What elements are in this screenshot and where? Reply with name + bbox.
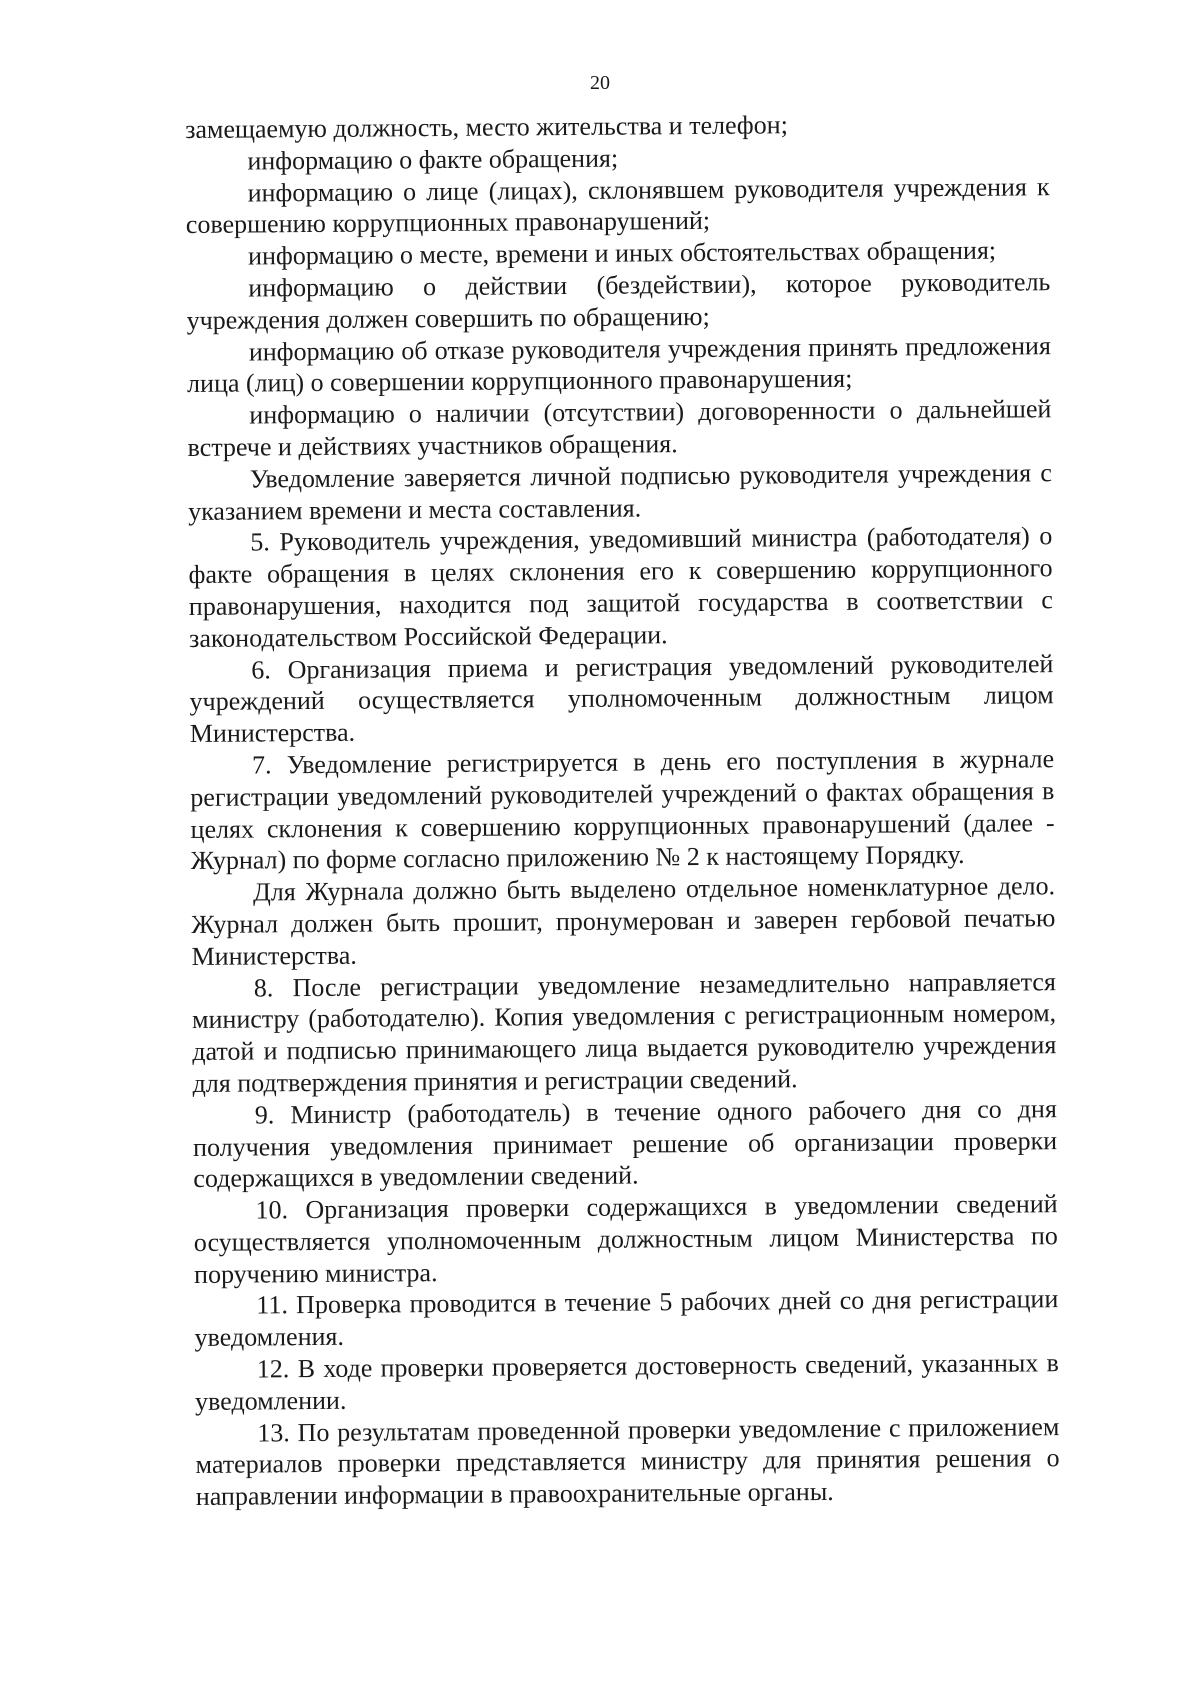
paragraph-signature: Уведомление заверяется личной подписью руководителя учреждения с указанием времени и места составления. bbox=[188, 457, 1052, 526]
paragraph-refusal: информацию об отказе руководителя учреждения принять предложения лица (лиц) о совершении коррупционного правонарушения; bbox=[187, 330, 1051, 399]
paragraph-journal-file: Для Журнала должно быть выделено отдельное номенклатурное дело. Журнал должен быть прошит, пронумерован и заверен гербовой печатью Министерства. bbox=[191, 871, 1056, 971]
paragraph-agreement: информацию о наличии (отсутствии) договоренности о дальнейшей встрече и действиях участников обращения. bbox=[187, 394, 1052, 462]
paragraph-item-13: 13. По результатам проведенной проверки уведомление с приложением материалов проверки представляется министру для принятия решения о направлении информации в правоохранительные органы. bbox=[195, 1411, 1060, 1512]
paragraph-item-6: 6. Организация приема и регистрация уведомлений руководителей учреждений осуществляется уполномоченным должностным лицом Министерства. bbox=[189, 648, 1054, 749]
paragraph-fact-of-appeal: информацию о факте обращения; bbox=[247, 143, 619, 176]
paragraph-item-10: 10. Организация проверки содержащихся в уведомлении сведений осуществляется уполномоченным должностным лицом Министерства по поручению министра. bbox=[193, 1189, 1058, 1289]
paragraph-place-time: информацию о месте, времени и иных обстоятельствах обращения; bbox=[248, 235, 997, 271]
paragraph-item-12: 12. В ходе проверки проверяется достоверность сведений, указанных в уведомлении. bbox=[194, 1348, 1059, 1416]
paragraph-item-9: 9. Министр (работодатель) в течение одного рабочего дня со дня получения уведомления принимает решение об организации проверки содержащихся в уведомлении сведений. bbox=[192, 1093, 1058, 1194]
document-body bbox=[185, 107, 1060, 1513]
paragraph-position-contact: замещаемую должность, место жительства и телефон; bbox=[185, 110, 788, 144]
paragraph-item-8: 8. После регистрации уведомление незамедлительно направляется министру (работодателю). Копия уведомления с регистрационным номером, датой и подписью принимающего лица выдается руководителю учреждения для подтверждения принятия и регистрации сведений. bbox=[192, 966, 1057, 1098]
paragraph-action-inaction: информацию о действии (бездействии), которое руководитель учреждения должен совершить по обращению; bbox=[186, 267, 1051, 335]
paragraph-item-11: 11. Проверка проводится в течение 5 рабочих дней со дня регистрации уведомления. bbox=[194, 1284, 1059, 1353]
paragraph-item-7: 7. Уведомление регистрируется в день его поступления в журнале регистрации уведомлений руководителей учреждений о фактах обращения в целях склонения к совершению коррупционных правонарушений (далее - Журнал) по форме согласно приложению № 2 к настоящему Порядку. bbox=[190, 744, 1055, 876]
paragraph-item-5: 5. Руководитель учреждения, уведомивший министра (работодателя) о факте обращения в целях склонения его к совершению коррупционного правонарушения, находится под защитой государства в соответствии с законодательством Российской Федерации. bbox=[188, 521, 1053, 653]
paragraph-person-inducing: информацию о лице (лицах), склонявшем руководителя учреждения к совершению коррупционных правонарушений; bbox=[185, 171, 1050, 240]
page-number: 20 bbox=[590, 72, 610, 94]
